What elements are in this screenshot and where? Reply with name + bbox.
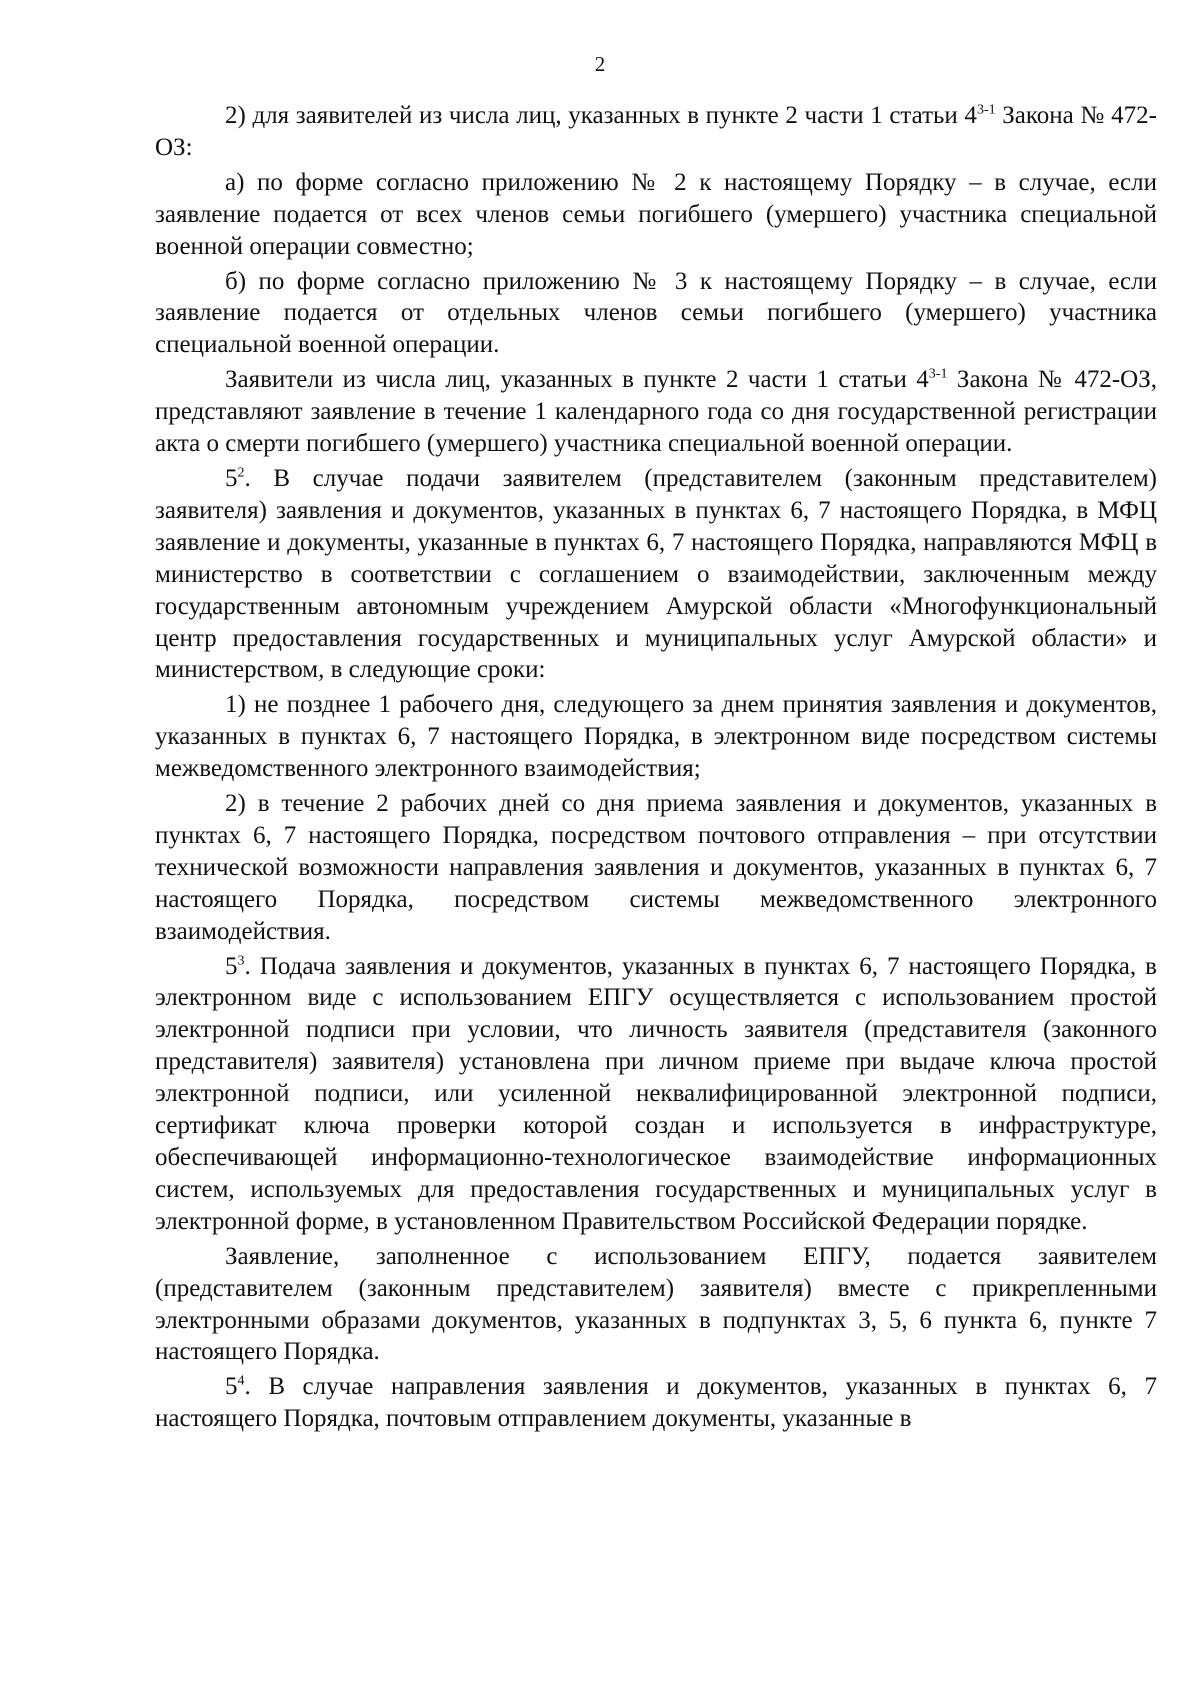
paragraph-text: 2) в течение 2 рабочих дней со дня приема заявления и документов, указанных в пунктах 6, 7 настоящего Порядка, посредством почтового отправления – при отсутствии технической возможности направления заявления и документов, указанных в пунктах 6, 7 настоящего Порядка, посредством системы межведомственного электронного взаимодействия. [155,790,1157,945]
paragraph-text: . В случае направления заявления и документов, указанных в пунктах 6, 7 настоящего Порядка, почтовым отправлением документы, указанные в [155,1373,1157,1433]
document-body [155,100,1157,1435]
paragraph-p10 [155,1371,1157,1435]
superscript: 3 [237,953,245,969]
paragraph-text: 5 [225,1373,238,1401]
paragraph-p5 [155,463,1157,686]
paragraph-text: . Подача заявления и документов, указанных в пунктах 6, 7 настоящего Порядка, в электронном виде с использованием ЕПГУ осуществляется с использованием простой электронной подписи при условии, что личность заявителя (представителя (законного представителя) заявителя) установлена при личном приеме при выдаче ключа простой электронной подписи, или усиленной неквалифицированной электронной подписи, сертификат ключа проверки которой создан и используется в инфраструктуре, обеспечивающей информационно-технологическое взаимодействие информационных систем, используемых для предоставления государственных и муниципальных услуг в электронной форме, в установленном Правительством Российской Федерации порядке. [155,952,1157,1235]
paragraph-p7 [155,788,1157,948]
paragraph-text: Заявители из числа лиц, указанных в пункте 2 части 1 статьи 4 [225,366,929,394]
paragraph-text: 1) не позднее 1 рабочего дня, следующего за днем принятия заявления и документов, указанных в пунктах 6, 7 настоящего Порядка, в электронном виде посредством системы межведомственного электронного взаимодействия; [155,691,1157,783]
superscript: 3-1 [976,102,996,118]
paragraph-text: 2) для заявителей из числа лиц, указанных в пункте 2 части 1 статьи 4 [225,102,977,129]
paragraph-text: . В случае подачи заявителем (представителем (законным представителем) заявителя) заявления и документов, указанных в пунктах 6, 7 настоящего Порядка, в МФЦ заявление и документы, указанные в пунктах 6, 7 настоящего Порядка, направляются МФЦ в министерство в соответствии с соглашением о взаимодействии, заключенным между государственным автономным учреждением Амурской области «Многофункциональный центр предоставления государственных и муниципальных услуг Амурской области» и министерством, в следующие сроки: [155,464,1157,684]
paragraph-text: а) по форме согласно приложению № 2 к настоящему Порядку – в случае, если заявление подается от всех членов семьи погибшего (умершего) участника специальной военной операции совместно; [155,168,1157,260]
superscript: 3-1 [928,366,948,382]
paragraph-text: Заявление, заполненное с использованием ЕПГУ, подается заявителем (представителем (законным представителем) заявителя) вместе с прикрепленными электронными образами документов, указанных в подпунктах 3, 5, 6 пункта 6, пункте 7 настоящего Порядка. [155,1242,1157,1366]
paragraph-p6 [155,689,1157,785]
paragraph-p4 [155,364,1157,460]
paragraph-p2 [155,167,1157,263]
page-number: 2 [594,52,606,76]
superscript: 4 [237,1374,245,1390]
paragraph-p1 [155,100,1157,164]
paragraph-text: 5 [225,952,238,980]
paragraph-text: б) по форме согласно приложению № 3 к настоящему Порядку – в случае, если заявление подается от отдельных членов семьи погибшего (умершего) участника специальной военной операции. [155,267,1157,359]
paragraph-text: Закона № 472-ОЗ, представляют заявление в течение 1 календарного года со дня государственной регистрации акта о смерти погибшего (умершего) участника специальной военной операции. [155,366,1157,458]
paragraph-p3 [155,266,1157,362]
paragraph-p8 [155,951,1157,1238]
paragraph-text: 5 [225,464,238,492]
superscript: 2 [237,465,245,481]
paragraph-p9 [155,1241,1157,1369]
paragraph-text: Закона № 472-ОЗ: [155,102,1157,161]
